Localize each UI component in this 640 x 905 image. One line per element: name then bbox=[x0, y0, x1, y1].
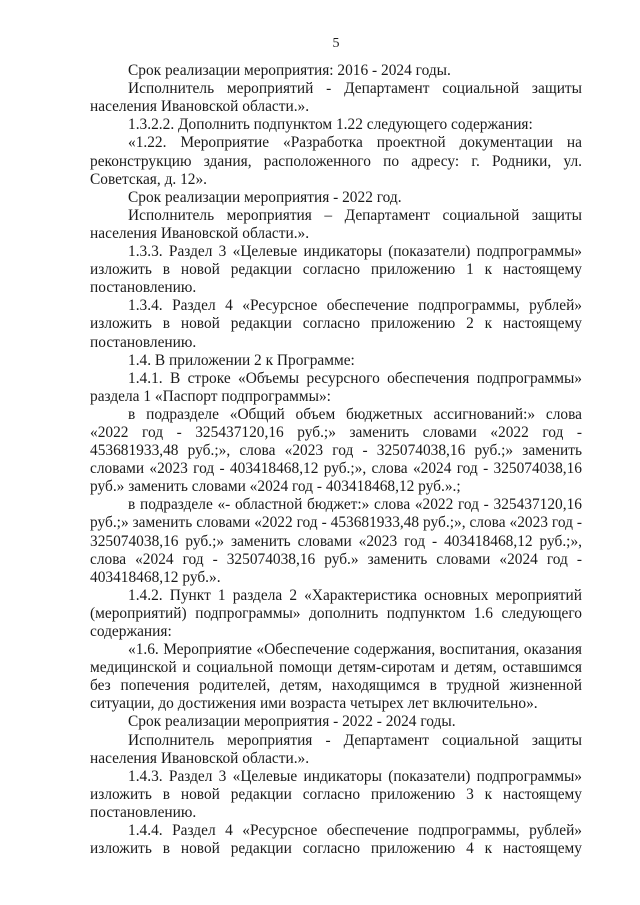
page-number: 5 bbox=[332, 36, 340, 51]
paragraph-11: в подразделе «Общий объем бюджетных ассигнований:» слова «2022 год - 325437120,16 руб.;» заменить словами «2022 год - 453681933,48 руб.;», слова «2023 год - 325074038,16 руб.;» заменить словами «2023 год - 403418468,12 руб.;», слова «2024 год - 325074038,16 руб.» заменить словами «2024 год - 403418468,12 руб.».; bbox=[90, 405, 582, 496]
paragraph-9: 1.4. В приложении 2 к Программе: bbox=[128, 351, 355, 369]
paragraph-13: 1.4.2. Пункт 1 раздела 2 «Характеристика основных мероприятий (мероприятий) подпрограммы» дополнить подпунктом 1.6 следующего содержания: bbox=[90, 586, 582, 640]
paragraph-16: Исполнитель мероприятия - Департамент социальной защиты населения Ивановской области.». bbox=[90, 731, 582, 767]
paragraph-2: Исполнитель мероприятий - Департамент социальной защиты населения Ивановской области.». bbox=[90, 80, 582, 116]
paragraph-17: 1.4.3. Раздел 3 «Целевые индикаторы (показатели) подпрограммы» изложить в новой редакции согласно приложению 3 к настоящему постановлению. bbox=[90, 767, 582, 821]
paragraph-12: в подразделе «- областной бюджет:» слова «2022 год - 325437120,16 руб.;» заменить словами «2022 год - 453681933,48 руб.;», слова «2023 год - 325074038,16 руб.;» заменить словами «2023 год - 403418468,12 руб.;», слова «2024 год - 325074038,16 руб.» заменить словами «2024 год - 403418468,12 руб.». bbox=[90, 496, 582, 586]
paragraph-5: Срок реализации мероприятия - 2022 год. bbox=[128, 188, 402, 206]
paragraph-3: 1.3.2.2. Дополнить подпунктом 1.22 следующего содержания: bbox=[128, 116, 533, 134]
paragraph-7: 1.3.3. Раздел 3 «Целевые индикаторы (показатели) подпрограммы» изложить в новой редакции согласно приложению 1 к настоящему постановлению. bbox=[90, 243, 582, 297]
document-page bbox=[90, 35, 582, 858]
paragraph-1: Срок реализации мероприятия: 2016 - 2024 годы. bbox=[128, 62, 451, 80]
paragraph-15: Срок реализации мероприятия - 2022 - 2024 годы. bbox=[128, 713, 456, 731]
paragraph-6: Исполнитель мероприятия – Департамент социальной защиты населения Ивановской области.». bbox=[90, 206, 582, 242]
paragraph-14: «1.6. Мероприятие «Обеспечение содержания, воспитания, оказания медицинской и социальной помощи детям-сиротам и детям, оставшимся без попечения родителей, детям, находящимся в трудной жизненной ситуации, до достижения ими возраста четырех лет включительно». bbox=[90, 641, 582, 713]
paragraph-8: 1.3.4. Раздел 4 «Ресурсное обеспечение подпрограммы, рублей» изложить в новой редакции согласно приложению 2 к настоящему постановлению. bbox=[90, 297, 582, 351]
paragraph-10: 1.4.1. В строке «Объемы ресурсного обеспечения подпрограммы» раздела 1 «Паспорт подпрограммы»: bbox=[90, 369, 582, 405]
paragraph-4: «1.22. Мероприятие «Разработка проектной документации на реконструкцию здания, расположенного по адресу: г. Родники, ул. Советская, д. 12». bbox=[90, 134, 582, 188]
paragraph-18: 1.4.4. Раздел 4 «Ресурсное обеспечение подпрограммы, рублей» изложить в новой редакции согласно приложению 4 к настоящему bbox=[90, 822, 582, 858]
